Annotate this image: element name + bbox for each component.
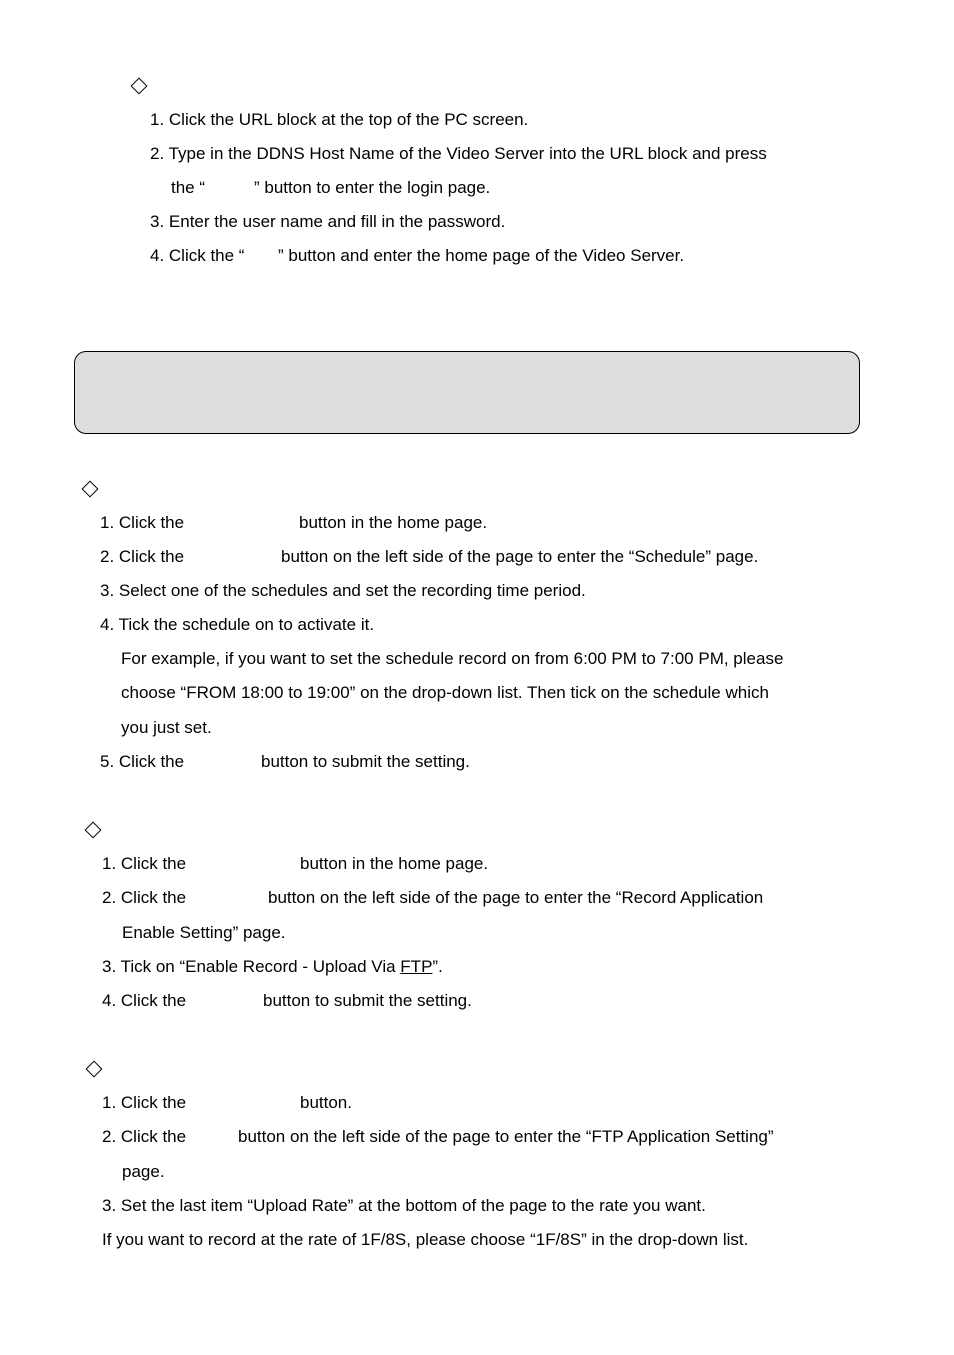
step-text: 4. Tick the schedule on to activate it. [100, 615, 375, 634]
step-text: If you want to record at the rate of 1F/8S, please choose “1F/8S” in the drop-down list. [102, 1230, 749, 1249]
step-text: 5. Click the [100, 752, 185, 771]
step-text: button. [300, 1093, 352, 1112]
step-text: 2. Click the [102, 1127, 187, 1146]
step-text: 1. Click the [102, 1093, 187, 1112]
diamond-bullet-icon [82, 481, 99, 498]
step-text: button to submit the setting. [261, 752, 470, 771]
step-text: For example, if you want to set the schedule record on from 6:00 PM to 7:00 PM, please [121, 649, 784, 668]
step-text: button in the home page. [299, 513, 488, 532]
step-text: 1. Click the [102, 854, 187, 873]
diamond-bullet-icon [85, 822, 102, 839]
step-text: button on the left side of the page to enter the “Schedule” page. [281, 547, 759, 566]
step-text: button to submit the setting. [263, 991, 472, 1010]
step-text: ” button to enter the login page. [254, 178, 491, 197]
step-text: 4. Click the [102, 991, 187, 1010]
step-text: 2. Type in the DDNS Host Name of the Video Server into the URL block and press [150, 144, 767, 163]
step-text: 3. Enter the user name and fill in the password. [150, 212, 506, 231]
step-text: 4. Click the “ [150, 246, 245, 265]
ftp-link[interactable]: FTP [400, 957, 433, 976]
step-text-part: ”. [432, 957, 443, 976]
step-text: button in the home page. [300, 854, 489, 873]
step-text: ” button and enter the home page of the Video Server. [278, 246, 685, 265]
step-text: page. [122, 1162, 165, 1181]
step-text: 2. Click the [102, 888, 187, 907]
step-text: Enable Setting” page. [122, 923, 286, 942]
diamond-bullet-icon [131, 78, 148, 95]
step-text: button on the left side of the page to enter the “FTP Application Setting” [238, 1127, 774, 1146]
step-text [102, 957, 443, 977]
step-text: 1. Click the [100, 513, 185, 532]
step-text: the “ [171, 178, 206, 197]
step-text: choose “FROM 18:00 to 19:00” on the drop-down list. Then tick on the schedule which [121, 683, 769, 702]
step-text: 3. Select one of the schedules and set the recording time period. [100, 581, 586, 600]
step-text-part: 3. Tick on “Enable Record - Upload Via [102, 957, 401, 976]
section-heading-box [74, 351, 860, 434]
step-text: 1. Click the URL block at the top of the PC screen. [150, 110, 529, 129]
step-text: you just set. [121, 718, 212, 737]
step-text: 2. Click the [100, 547, 185, 566]
step-text: 3. Set the last item “Upload Rate” at the bottom of the page to the rate you want. [102, 1196, 706, 1215]
step-text: button on the left side of the page to enter the “Record Application [268, 888, 764, 907]
diamond-bullet-icon [86, 1061, 103, 1078]
